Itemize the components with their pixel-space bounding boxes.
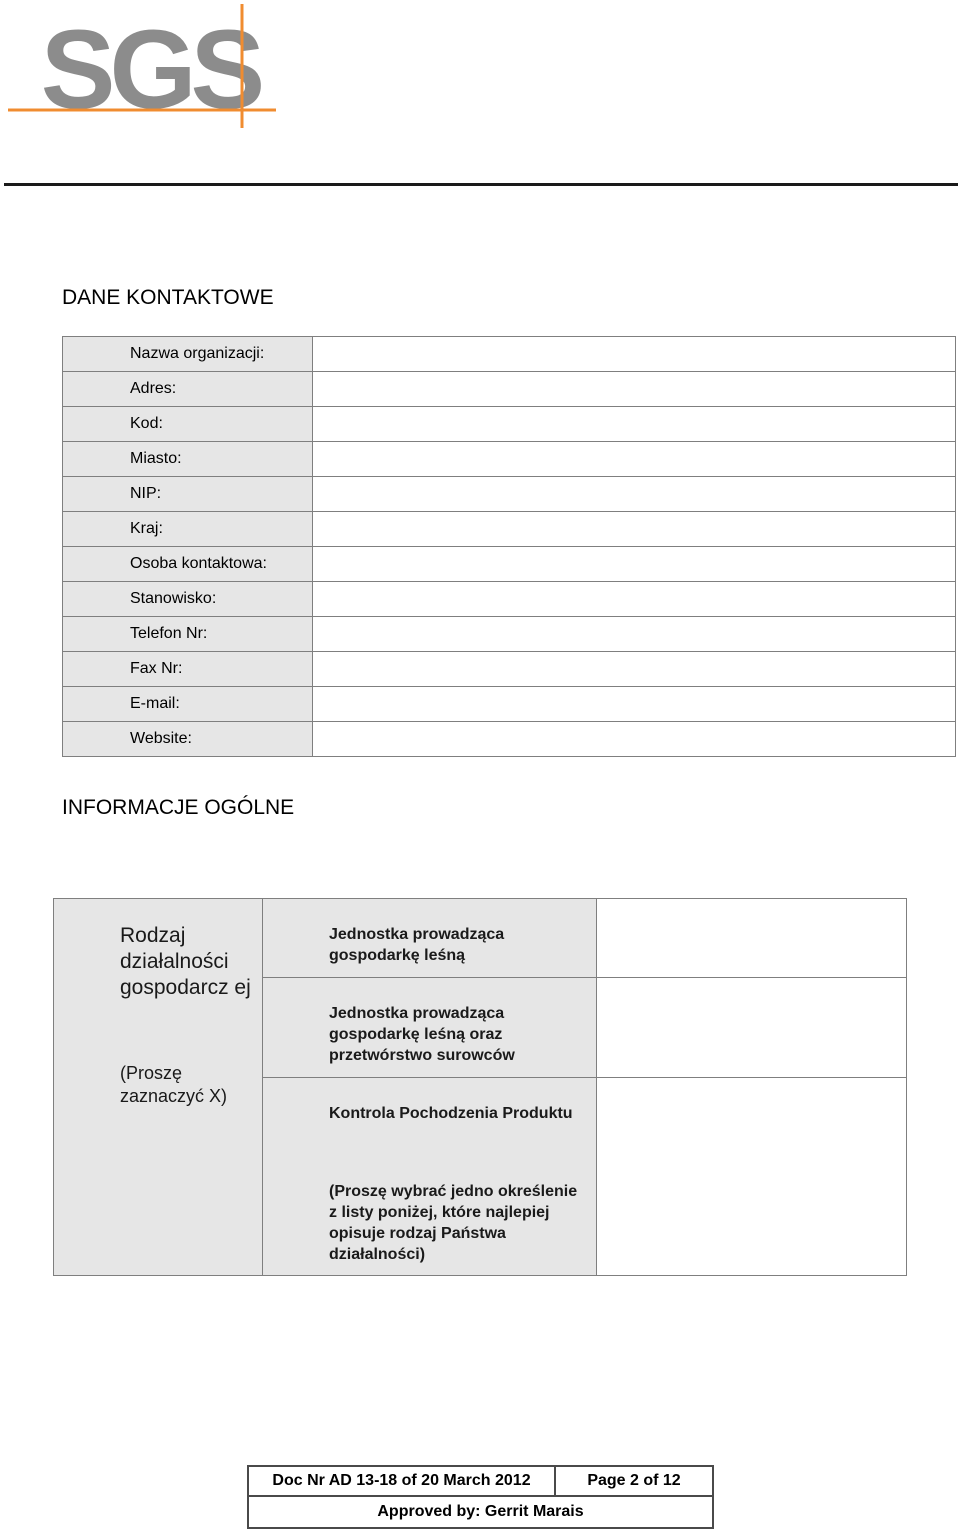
option-forest-processing: Jednostka prowadząca gospodarkę leśną oraz przetwórstwo surowców [329,1005,515,1064]
contact-field-value[interactable] [313,582,956,617]
general-info-table [53,898,907,1276]
contact-row [63,582,956,617]
contact-row [63,617,956,652]
contact-field-label: Stanowisko: [63,582,313,617]
contact-row [63,477,956,512]
contact-field-label: NIP: [63,477,313,512]
header-rule [4,183,958,186]
contact-row [63,372,956,407]
contact-row [63,512,956,547]
mark-box-forest-processing[interactable] [597,978,906,1077]
contact-field-label: Miasto: [63,442,313,477]
contact-row [63,547,956,582]
contact-field-label: Kraj: [63,512,313,547]
contact-field-label: Fax Nr: [63,652,313,687]
doc-number: Doc Nr AD 13-18 of 20 March 2012 [249,1467,556,1497]
contact-field-label: Kod: [63,407,313,442]
contact-row [63,652,956,687]
activity-mark-cell [597,899,906,1275]
contact-field-value[interactable] [313,407,956,442]
option-forest-management: Jednostka prowadząca gospodarkę leśną [329,926,505,964]
contact-field-value[interactable] [313,512,956,547]
contact-row [63,337,956,372]
approved-by: Approved by: Gerrit Marais [377,1503,584,1520]
option-instruction: (Proszę wybrać jedno określenie z listy poniżej, które najlepiej opisuje rodzaj Państwa działalności) [329,1183,578,1263]
contact-row [63,687,956,722]
contact-field-value[interactable] [313,547,956,582]
contact-field-label: Website: [63,722,313,757]
contact-field-value[interactable] [313,442,956,477]
contact-field-value[interactable] [313,687,956,722]
contact-row [63,442,956,477]
contact-field-value[interactable] [313,337,956,372]
sgs-logo [0,0,290,135]
general-section-title: INFORMACJE OGÓLNE [62,796,295,819]
activity-options-cell [263,899,597,1275]
contact-field-label: Telefon Nr: [63,617,313,652]
contact-section-title: DANE KONTAKTOWE [62,286,274,309]
contact-table [62,336,956,757]
contact-row [63,407,956,442]
document-footer [247,1465,714,1529]
mark-box-forest-management[interactable] [597,899,906,977]
contact-field-label: Adres: [63,372,313,407]
activity-label-cell [54,899,263,1275]
contact-row [63,722,956,757]
option-chain-of-custody: Kontrola Pochodzenia Produktu [329,1105,573,1122]
contact-field-value[interactable] [313,722,956,757]
contact-field-label: E-mail: [63,687,313,722]
activity-label: Rodzaj działalności gospodarcz ej [120,924,251,999]
contact-field-value[interactable] [313,477,956,512]
contact-field-label: Osoba kontaktowa: [63,547,313,582]
page-number: Page 2 of 12 [556,1467,712,1497]
contact-field-value[interactable] [313,617,956,652]
contact-field-value[interactable] [313,652,956,687]
logo-text: SGS [40,7,260,132]
contact-field-value[interactable] [313,372,956,407]
mark-box-chain-of-custody[interactable] [597,1078,906,1275]
activity-note: (Proszę zaznaczyć X) [120,1063,228,1106]
contact-field-label: Nazwa organizacji: [63,337,313,372]
